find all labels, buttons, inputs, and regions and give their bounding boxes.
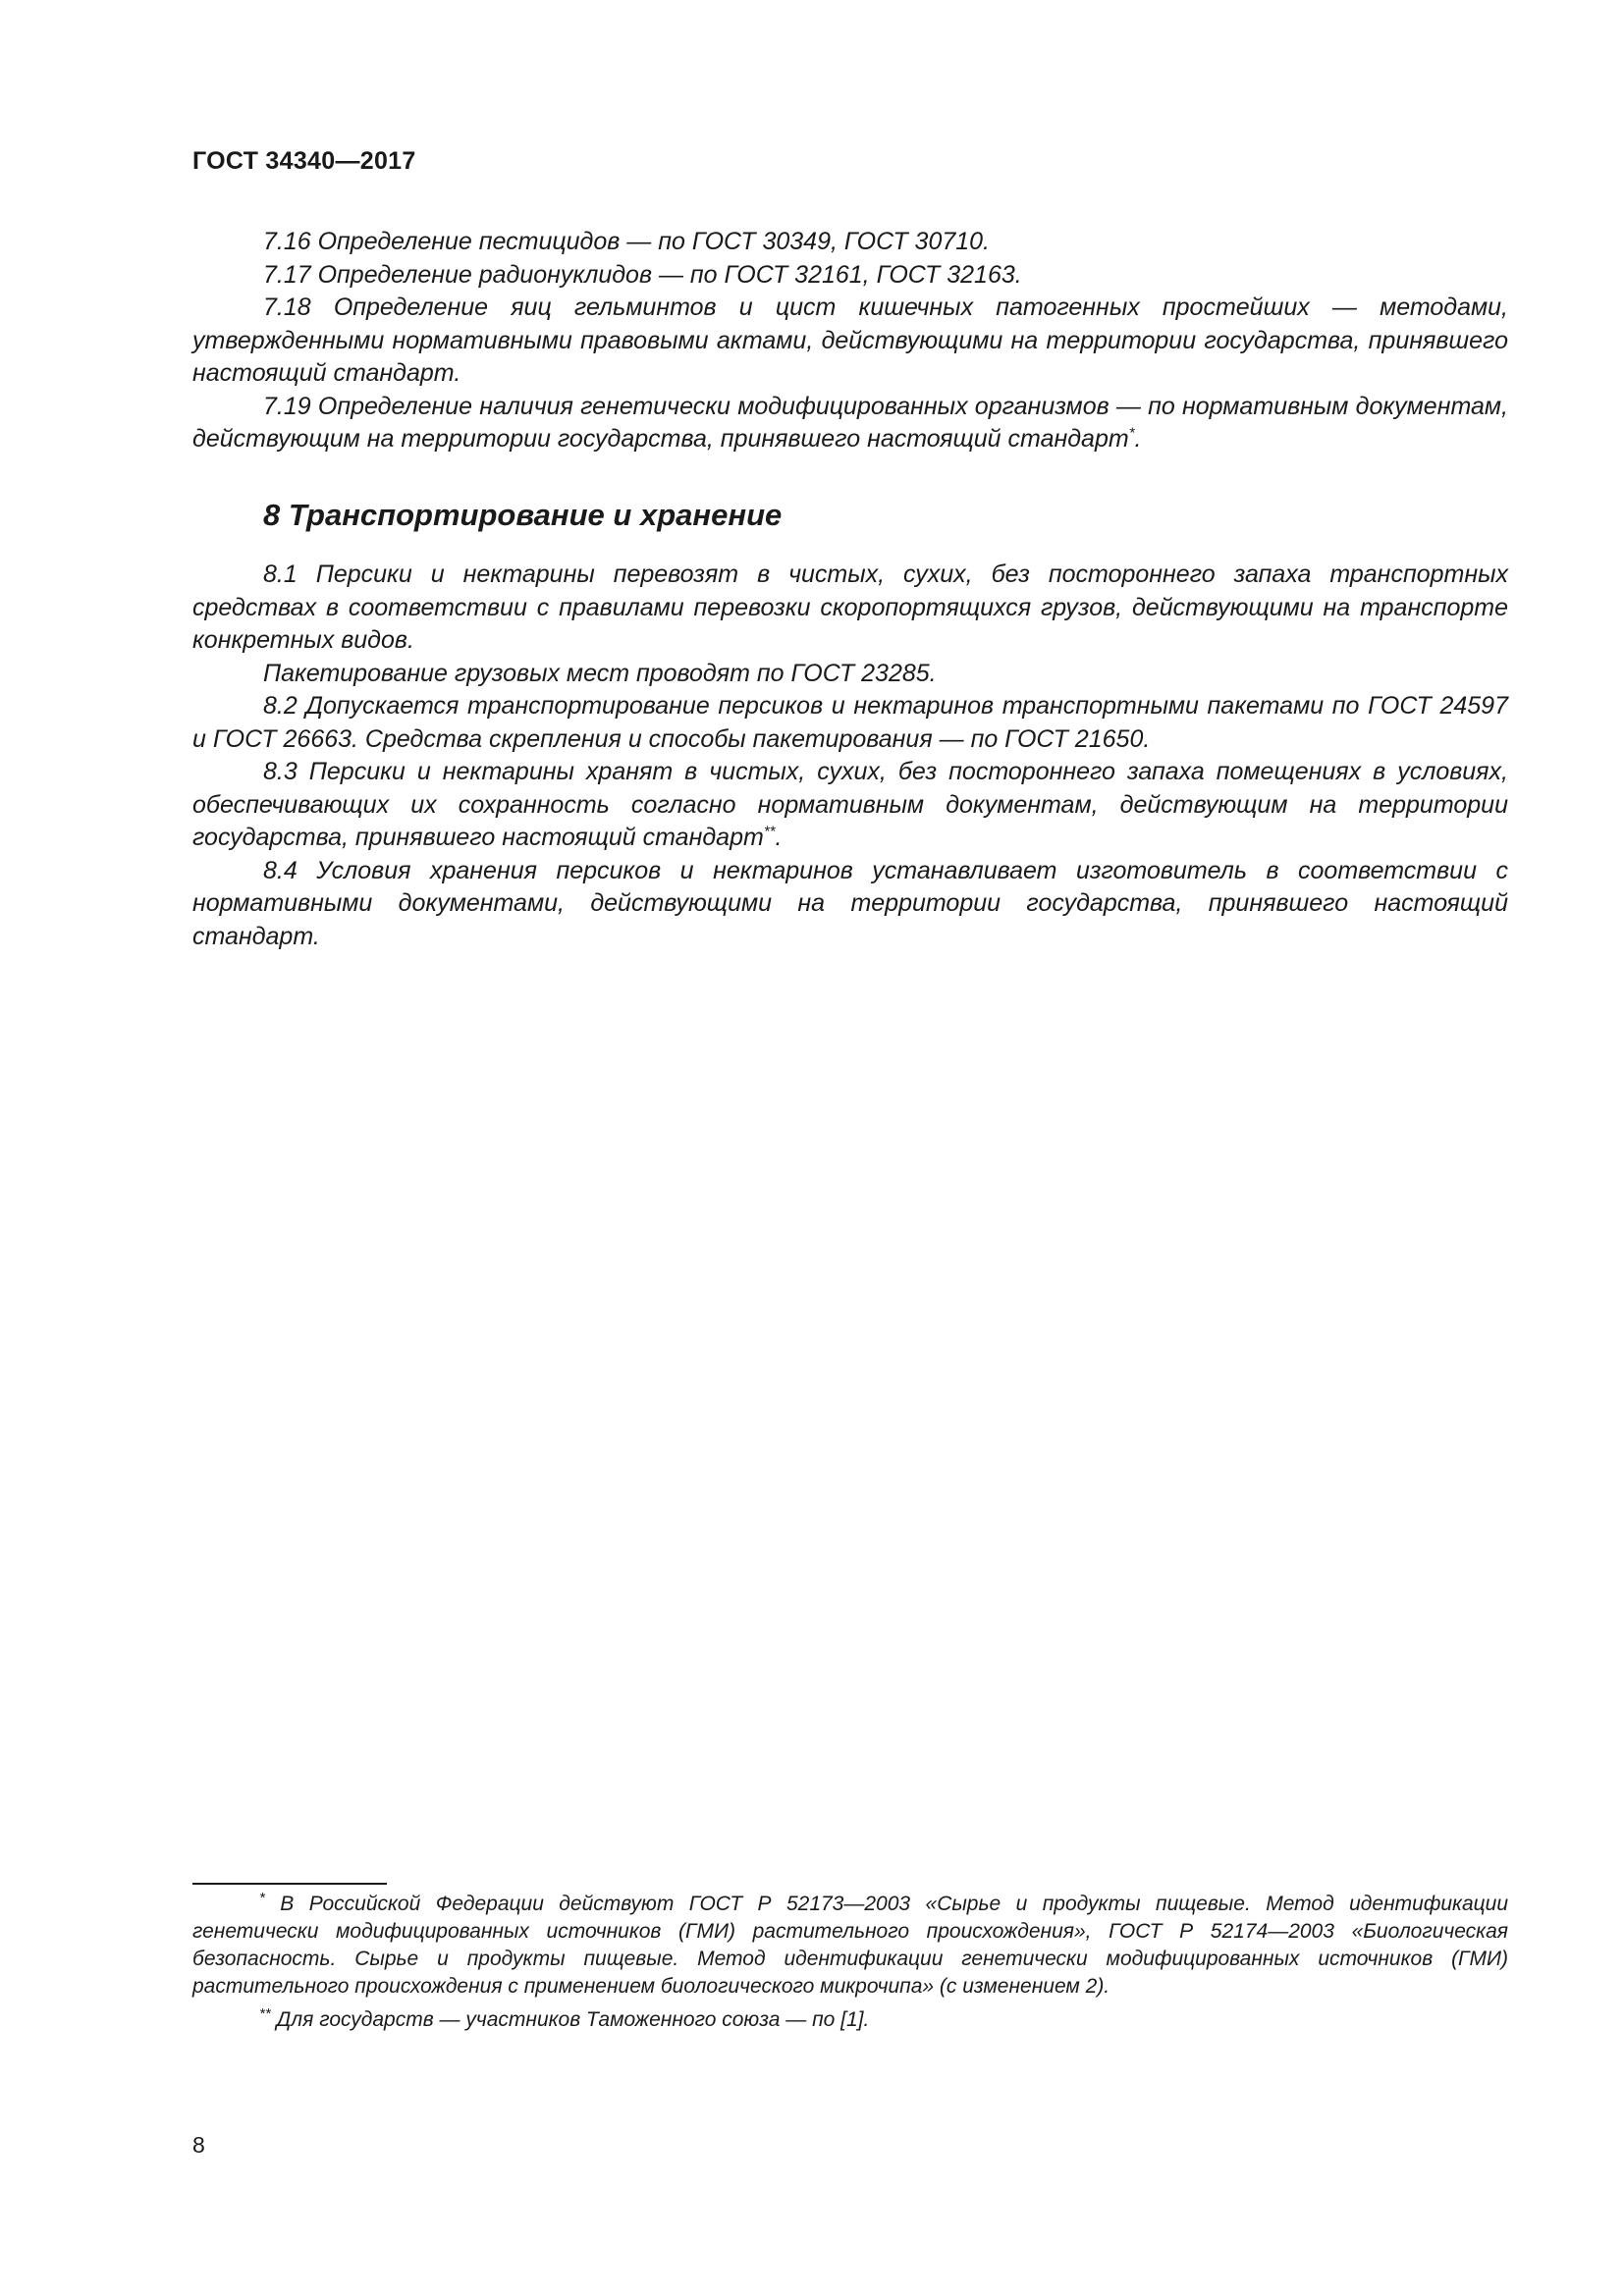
- paragraph-8-4: 8.4 Условия хранения персиков и нектаринов устанавливает изготовитель в соответствии с нормативными документами, действующими на территории государства, принявшего настоящий стандарт.: [192, 856, 1508, 950]
- footnote-1: [192, 1891, 1508, 2001]
- paragraph-7-17: 7.17 Определение радионуклидов — по ГОСТ 32161, ГОСТ 32163.: [263, 260, 1022, 289]
- section-8-title: 8 Транспортирование и хранение: [263, 498, 783, 532]
- paragraph-8-3: [192, 756, 1508, 855]
- footnote-2-text: Для государств — участников Таможенного союза — по [1].: [270, 2008, 870, 2031]
- paragraph-8-3-text: 8.3 Персики и нектарины хранят в чистых, сухих, без постороннего запаха помещениях в условиях, обеспечивающих их сохранность согласно нормативным документам, действующим на территории государства, принявшего настоящий стандарт: [192, 758, 1508, 851]
- footnote-1-text: В Российской Федерации действуют ГОСТ Р 52173—2003 «Сырье и продукты пищевые. Метод идентификации генетически модифицированных источников (ГМИ) растительного происхождения», ГОСТ Р 52174—2003 «Биологическая безопасность. Сырье и продукты пищевые. Метод идентификации генетически модифицированных источников (ГМИ) растительного происхождения с применением биологического микрочипа» (с изменением 2).: [192, 1893, 1508, 1998]
- footnotes: [192, 1891, 1508, 2040]
- paragraph-7-19-text: 7.19 Определение наличия генетически модифицированных организмов — по нормативным документам, действующим на территории государства, принявшего настоящий стандарт: [192, 392, 1508, 453]
- paragraph-7-19-end: .: [1134, 425, 1142, 453]
- document-header: ГОСТ 34340—2017: [192, 147, 416, 175]
- paragraph-7-16: 7.16 Определение пестицидов — по ГОСТ 30349, ГОСТ 30710.: [263, 228, 991, 255]
- footnote-divider: [192, 1883, 387, 1885]
- footnote-1-mark: *: [259, 1890, 265, 1906]
- section-8-content: [192, 496, 1508, 953]
- section-7-content: [192, 226, 1508, 456]
- footnote-2-mark: **: [259, 2005, 271, 2022]
- page-number: 8: [192, 2132, 205, 2158]
- footnote-ref-2[interactable]: **: [763, 823, 776, 840]
- paragraph-8-2: 8.2 Допускается транспортирование персиков и нектаринов транспортными пакетами по ГОСТ 24597 и ГОСТ 26663. Средства скрепления и способы пакетирования — по ГОСТ 21650.: [192, 692, 1508, 753]
- paragraph-8-3-end: .: [775, 824, 783, 851]
- paragraph-8-1-packaging: Пакетирование грузовых мест проводят по ГОСТ 23285.: [263, 659, 937, 687]
- paragraph-7-18: 7.18 Определение яиц гельминтов и цист кишечных патогенных простейших — методами, утвержденными нормативными правовыми актами, действующими на территории государства, принявшего настоящий стандарт.: [192, 294, 1508, 387]
- paragraph-7-19: [192, 391, 1508, 456]
- footnote-ref-1[interactable]: *: [1128, 424, 1135, 442]
- paragraph-8-1: 8.1 Персики и нектарины перевозят в чистых, сухих, без постороннего запаха транспортных средствах в соответствии с правилами перевозки скоропортящихся грузов, действующими на транспорте конкретных видов.: [192, 561, 1508, 654]
- footnote-2: [192, 2006, 1508, 2034]
